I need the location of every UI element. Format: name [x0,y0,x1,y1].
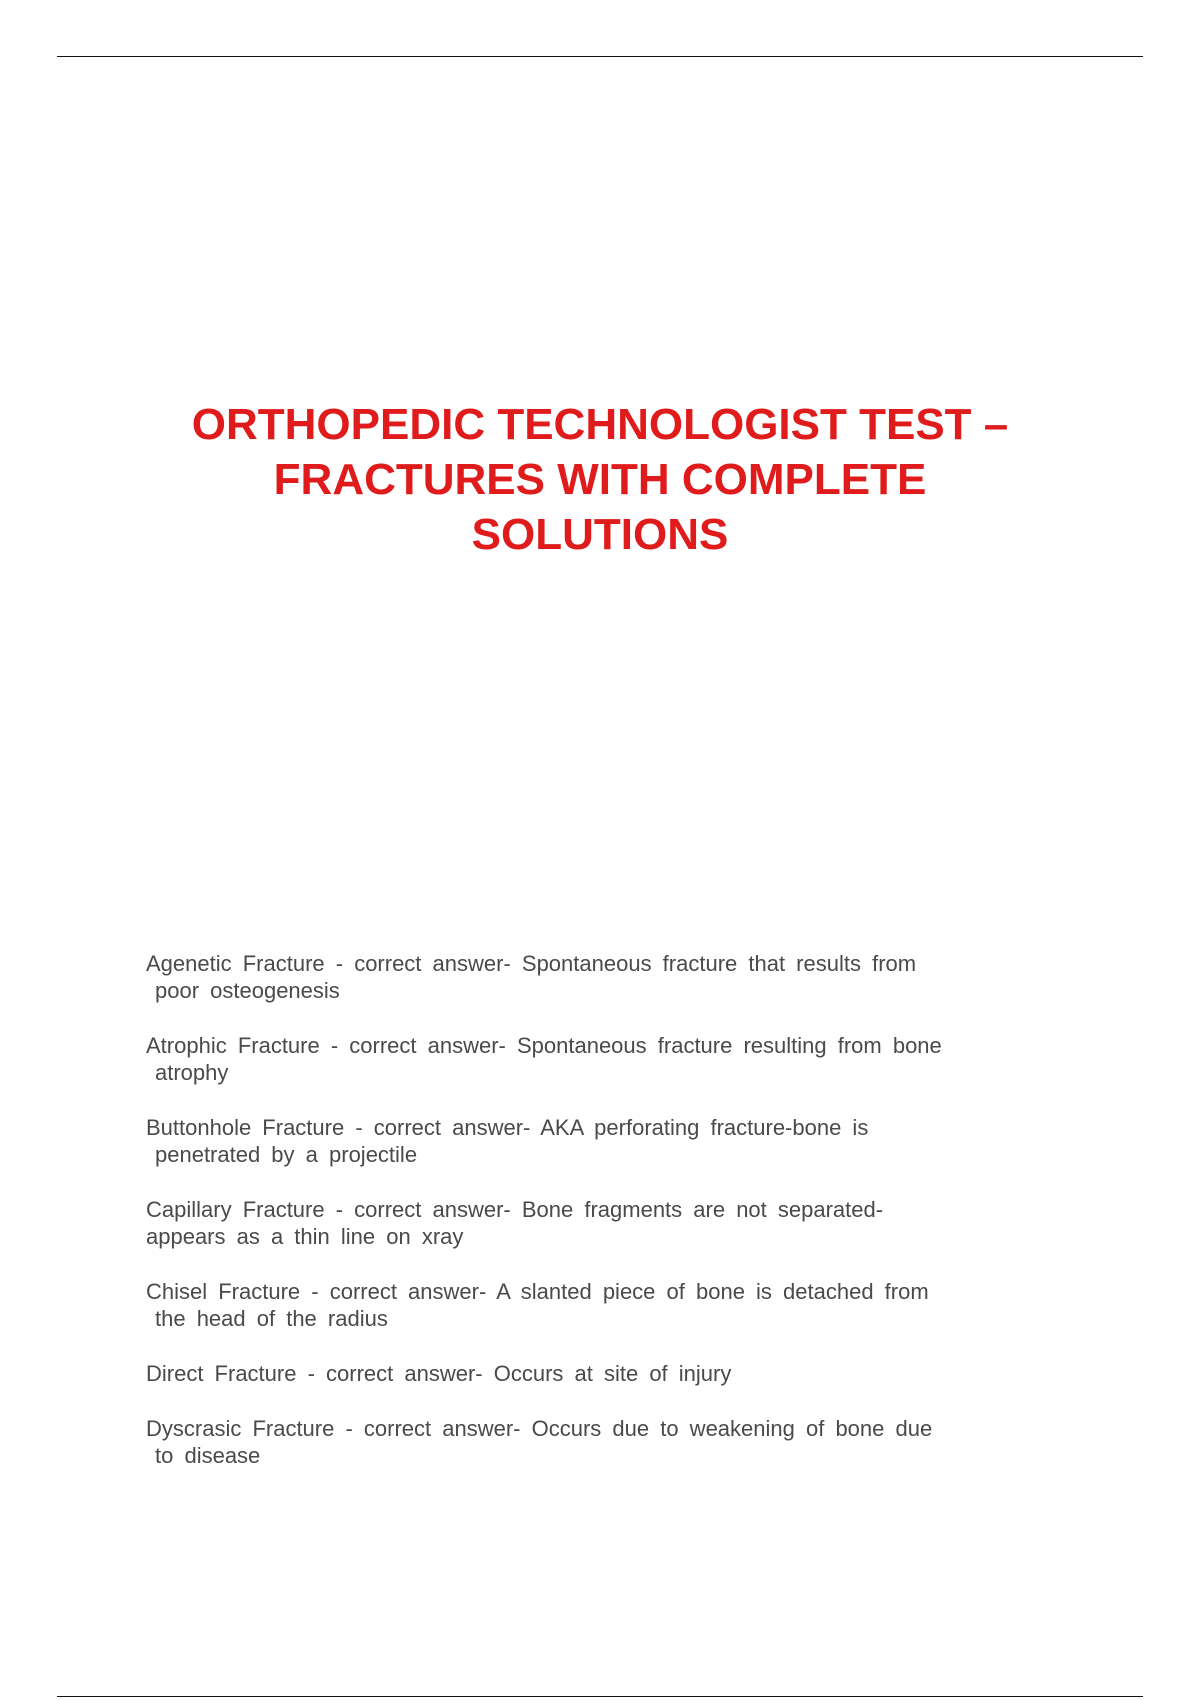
entry-line: Dyscrasic Fracture - correct answer- Occurs due to weakening of bone due [146,1416,933,1441]
bottom-rule [57,1696,1143,1697]
entry-dyscrasic-fracture [146,1415,1046,1469]
entry-line: Buttonhole Fracture - correct answer- AKA perforating fracture-bone is [146,1115,869,1140]
entry-line: Capillary Fracture - correct answer- Bone fragments are not separated- [146,1197,884,1222]
entry-line: atrophy [155,1060,229,1085]
title-line-1: ORTHOPEDIC TECHNOLOGIST TEST – [191,400,1009,450]
entry-line: poor osteogenesis [155,978,340,1003]
entry-direct-fracture [146,1360,1046,1387]
entry-agenetic-fracture [146,950,1046,1004]
entry-capillary-fracture [146,1196,1046,1250]
entry-line: to disease [155,1443,261,1468]
document-title [120,397,1080,562]
title-line-2: FRACTURES WITH COMPLETE [273,455,927,505]
entry-line: Atrophic Fracture - correct answer- Spontaneous fracture resulting from bone [146,1033,942,1058]
title-line-3: SOLUTIONS [471,510,729,560]
entry-line: penetrated by a projectile [155,1142,418,1167]
entry-line: Direct Fracture - correct answer- Occurs at site of injury [146,1361,732,1386]
entry-line: appears as a thin line on xray [146,1224,464,1249]
entry-atrophic-fracture [146,1032,1046,1086]
entry-line: Agenetic Fracture - correct answer- Spontaneous fracture that results from [146,951,917,976]
flashcard-list [146,950,1046,1497]
entry-chisel-fracture [146,1278,1046,1332]
entry-line: Chisel Fracture - correct answer- A slanted piece of bone is detached from [146,1279,929,1304]
entry-line: the head of the radius [155,1306,388,1331]
top-rule [57,56,1143,57]
entry-buttonhole-fracture [146,1114,1046,1168]
